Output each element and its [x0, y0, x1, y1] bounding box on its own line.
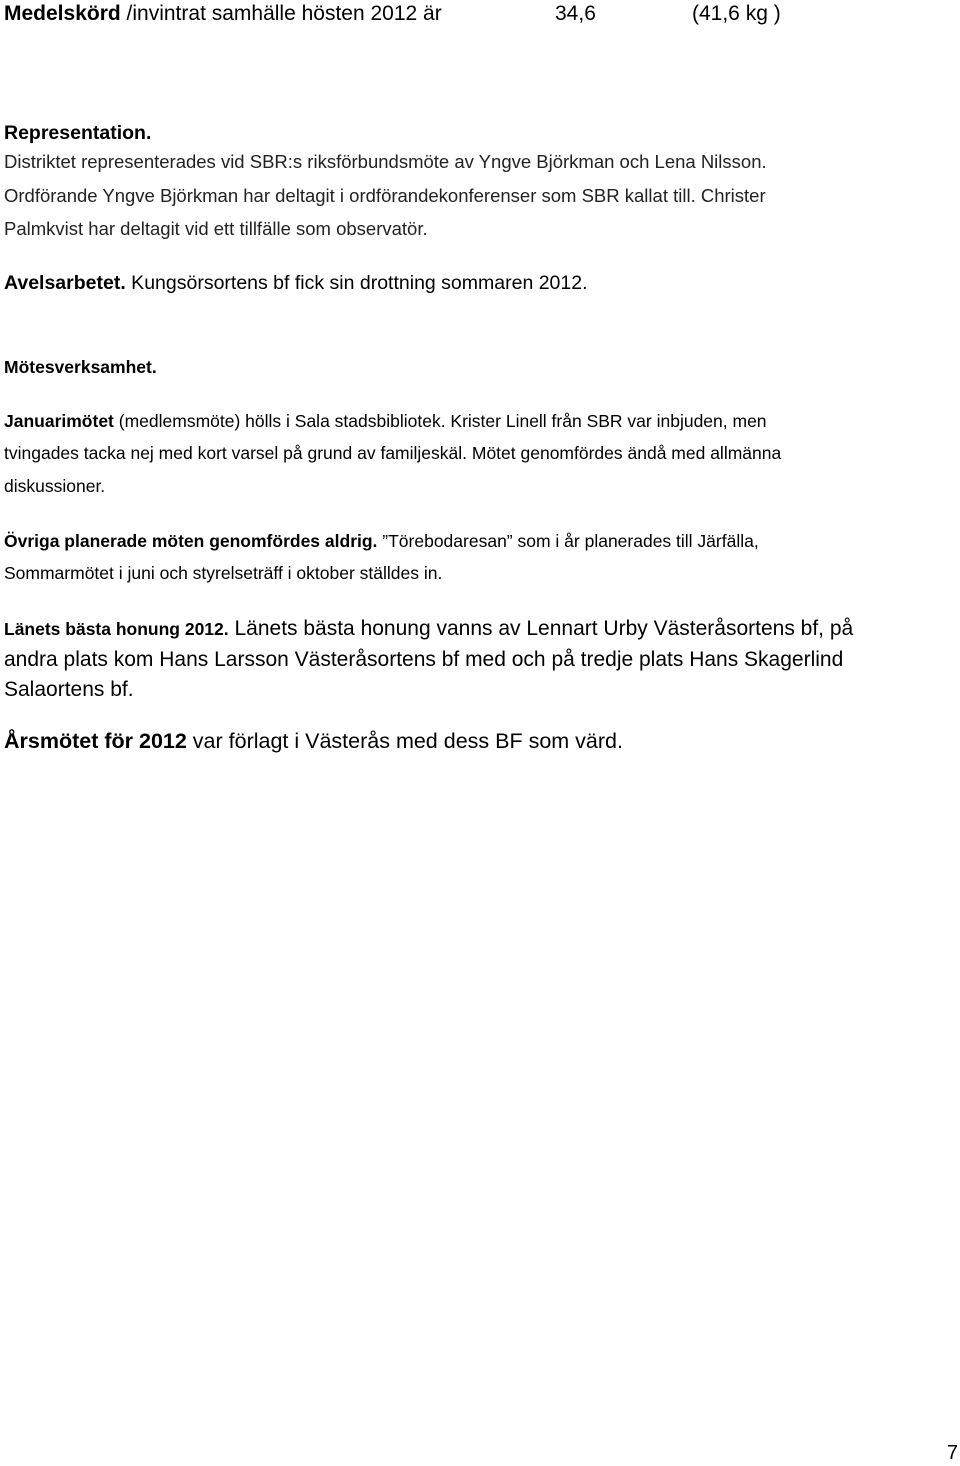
representation-heading: Representation. [4, 122, 152, 144]
harvest-value: 34,6 [555, 2, 596, 25]
ovriga-text: ”Törebodaresan” som i år planerades till Järfälla, [377, 531, 759, 551]
representation-line-3: Palmkvist har deltagit vid ett tillfälle som observatör. [4, 218, 428, 239]
ovriga-heading: Övriga planerade möten genomfördes aldrig. [4, 531, 378, 551]
januari-line-1 [4, 413, 767, 431]
lanets-line-3: Salaortens bf. [4, 678, 134, 701]
representation-line-2: Ordförande Yngve Björkman har deltagit i ordförandekonferenser som SBR kallat till. Christer [4, 185, 766, 206]
avelsarbete-text: Kungsörsortens bf fick sin drottning sommaren 2012. [125, 272, 588, 294]
harvest-label-bold: Medelskörd [4, 2, 121, 25]
motesverksamhet-heading: Mötesverksamhet. [4, 357, 157, 377]
ovriga-line-2: Sommarmötet i juni och styrelseträff i oktober ställdes in. [4, 563, 443, 583]
lanets-heading: Länets bästa honung 2012. [4, 619, 229, 639]
januari-line-3: diskussioner. [4, 476, 106, 496]
ovriga-line-1 [4, 533, 759, 551]
page-number: 7 [946, 1442, 958, 1464]
avelsarbete-heading: Avelsarbetet. [4, 272, 126, 294]
harvest-line [4, 3, 442, 24]
arsmote-text: var förlagt i Västerås med dess BF som värd. [186, 729, 623, 753]
representation-line-1: Distriktet representerades vid SBR:s riksförbundsmöte av Yngve Björkman och Lena Nilsson. [4, 151, 767, 172]
januari-line-2: tvingades tacka nej med kort varsel på grund av familjeskäl. Mötet genomfördes ändå med allmänna [4, 443, 782, 463]
arsmote-heading: Årsmötet för 2012 [4, 729, 187, 753]
lanets-line-2: andra plats kom Hans Larsson Västeråsortens bf med och på tredje plats Hans Skagerlind [4, 648, 844, 671]
avelsarbete-paragraph [4, 274, 588, 294]
januari-heading: Januarimötet [4, 411, 114, 431]
lanets-text: Länets bästa honung vanns av Lennart Urby Västeråsortens bf, på [228, 617, 854, 640]
arsmote-line [4, 731, 623, 753]
harvest-value-kg: (41,6 kg ) [692, 2, 781, 25]
lanets-line-1 [4, 618, 853, 639]
januari-text: (medlemsmöte) hölls i Sala stadsbibliotek. Krister Linell från SBR var inbjuden, men [113, 411, 767, 431]
harvest-label-rest: /invintrat samhälle hösten 2012 är [120, 2, 442, 25]
